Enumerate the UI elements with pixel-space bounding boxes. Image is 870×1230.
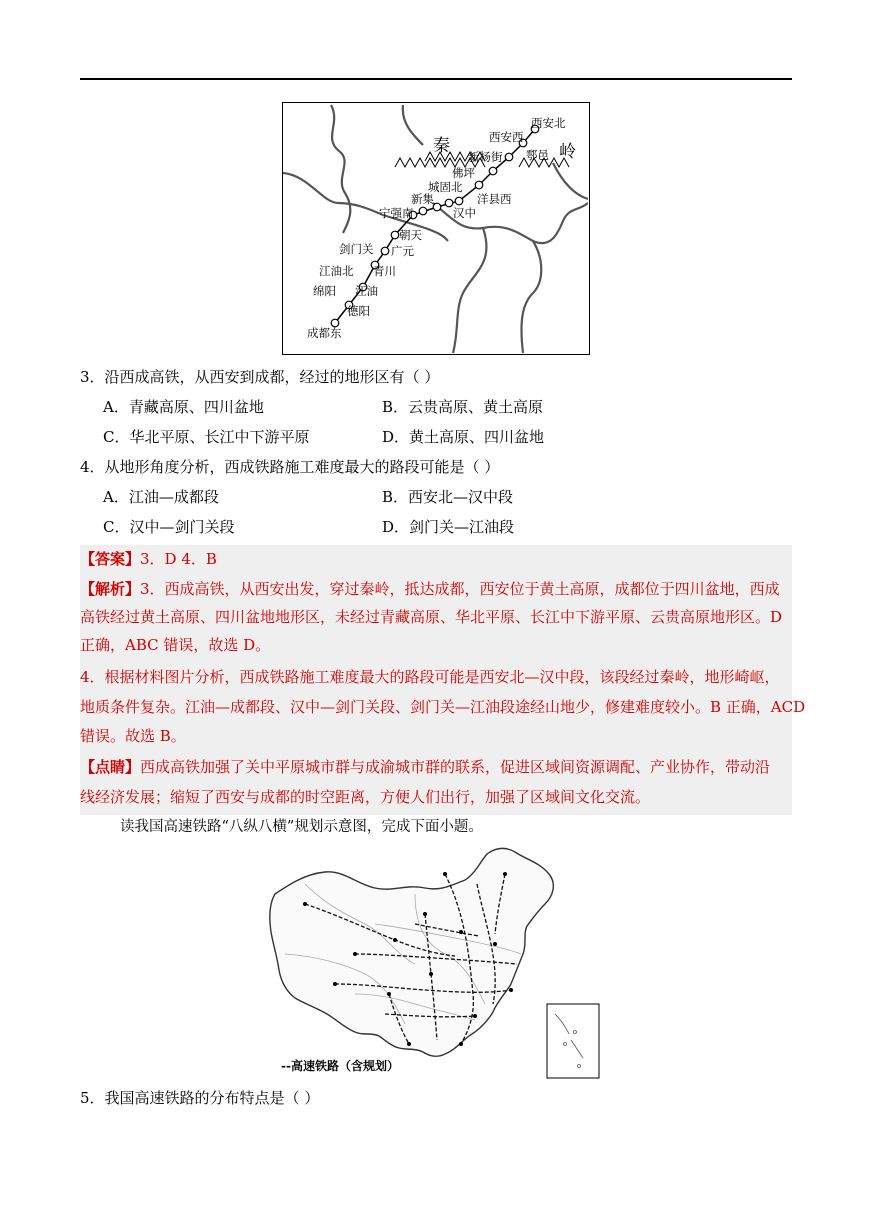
station-label: 新杨街 xyxy=(468,150,503,164)
railway-map-svg xyxy=(283,103,588,353)
analysis-line-5: 地质条件复杂。江油—成都段、汉中—剑门关段、剑门关—江油段途经山地少，修建难度较小。B 正确，ACD xyxy=(80,698,806,716)
question-3-option-a: A．青藏高原、四川盆地 xyxy=(103,398,264,416)
question-4-option-b: B．西安北—汉中段 xyxy=(382,488,514,506)
station-label: 成都东 xyxy=(307,326,342,340)
intro-text: 读我国高速铁路“八纵八横”规划示意图，完成下面小题。 xyxy=(120,819,483,835)
region-label-qin: 秦 xyxy=(433,136,450,156)
question-3-option-d: D．黄土高原、四川盆地 xyxy=(382,428,545,446)
south-china-sea-inset xyxy=(547,1004,599,1078)
station-label: 江油 xyxy=(355,284,378,298)
comment-line-1 xyxy=(80,756,770,778)
station-label: 江油北 xyxy=(319,264,354,278)
question-4-option-d: D．剑门关—江油段 xyxy=(382,518,515,536)
station-label: 宁强南 xyxy=(379,206,414,220)
boundary-line xyxy=(521,241,541,353)
xicheng-railway-map xyxy=(282,102,590,355)
boundary-line xyxy=(331,105,350,233)
station-label: 西安北 xyxy=(531,116,566,130)
analysis-line-3: 正确，ABC 错误，故选 D。 xyxy=(80,636,271,654)
region-label-ling: 岭 xyxy=(559,142,576,162)
question-4-stem: 4．从地形角度分析，西成铁路施工难度最大的路段可能是（ ） xyxy=(80,458,500,476)
station-label: 剑门关 xyxy=(339,242,374,256)
station-label: 汉中 xyxy=(453,206,476,220)
station-label: 西安西 xyxy=(489,130,524,144)
station-label: 广元 xyxy=(391,244,414,258)
boundary-line xyxy=(553,163,588,199)
answer-tag: 【答案】 xyxy=(80,550,141,568)
answer-line xyxy=(80,548,217,570)
analysis-tag: 【解析】 xyxy=(80,580,141,598)
station-label: 朝天 xyxy=(399,228,422,242)
station-label: 洋县西 xyxy=(477,192,512,206)
boundary-line xyxy=(283,173,383,215)
comment-line-2: 线经济发展；缩短了西安与成都的时空距离，方便人们出行，加强了区域间文化交流。 xyxy=(80,788,651,806)
comment-text-1: 西成高铁加强了关中平原城市群与成渝城市群的联系，促进区域间资源调配、产业协作，带动沿 xyxy=(140,758,771,776)
question-3-stem: 3．沿西成高铁，从西安到成都，经过的地形区有（ ） xyxy=(80,368,440,386)
question-3-option-b: B．云贵高原、黄土高原 xyxy=(382,398,544,416)
hsr-legend: --高速铁路（含规划） xyxy=(281,1059,399,1073)
china-outline xyxy=(270,848,554,1056)
china-hsr-map xyxy=(265,844,605,1080)
station-label: 新集 xyxy=(411,192,434,206)
question-4-option-c: C．汉中—剑门关段 xyxy=(103,518,235,536)
station-label: 鄠邑 xyxy=(526,148,549,162)
comment-tag: 【点睛】 xyxy=(80,758,141,776)
analysis-text-1: 3．西成高铁，从西安出发，穿过秦岭，抵达成都，西安位于黄土高原，成都位于四川盆地，西成 xyxy=(140,580,780,598)
station-label: 德阳 xyxy=(347,304,370,318)
station-label: 绵阳 xyxy=(313,284,336,298)
analysis-line-4: 4．根据材料图片分析，西成铁路施工难度最大的路段可能是西安北—汉中段，该段经过秦岭，地形崎岖， xyxy=(80,668,780,686)
analysis-line-1 xyxy=(80,578,780,600)
question-3-option-c: C．华北平原、长江中下游平原 xyxy=(103,428,310,446)
question-5-stem: 5．我国高速铁路的分布特点是（ ） xyxy=(80,1089,320,1107)
analysis-line-2: 高铁经过黄土高原、四川盆地地形区，未经过青藏高原、华北平原、长江中下游平原、云贵高原地形区。D xyxy=(80,608,783,626)
station-label: 青川 xyxy=(373,264,396,278)
question-4-option-a: A．江油—成都段 xyxy=(103,488,219,506)
answer-text: 3．D 4．B xyxy=(140,550,217,568)
station-label: 城固北 xyxy=(428,180,463,194)
station-label: 佛坪 xyxy=(452,166,475,180)
boundary-line xyxy=(453,228,486,353)
boundary-line xyxy=(403,105,423,145)
header-rule xyxy=(80,78,792,80)
china-hsr-map-svg xyxy=(265,844,605,1080)
analysis-line-6: 错误。故选 B。 xyxy=(80,727,186,745)
